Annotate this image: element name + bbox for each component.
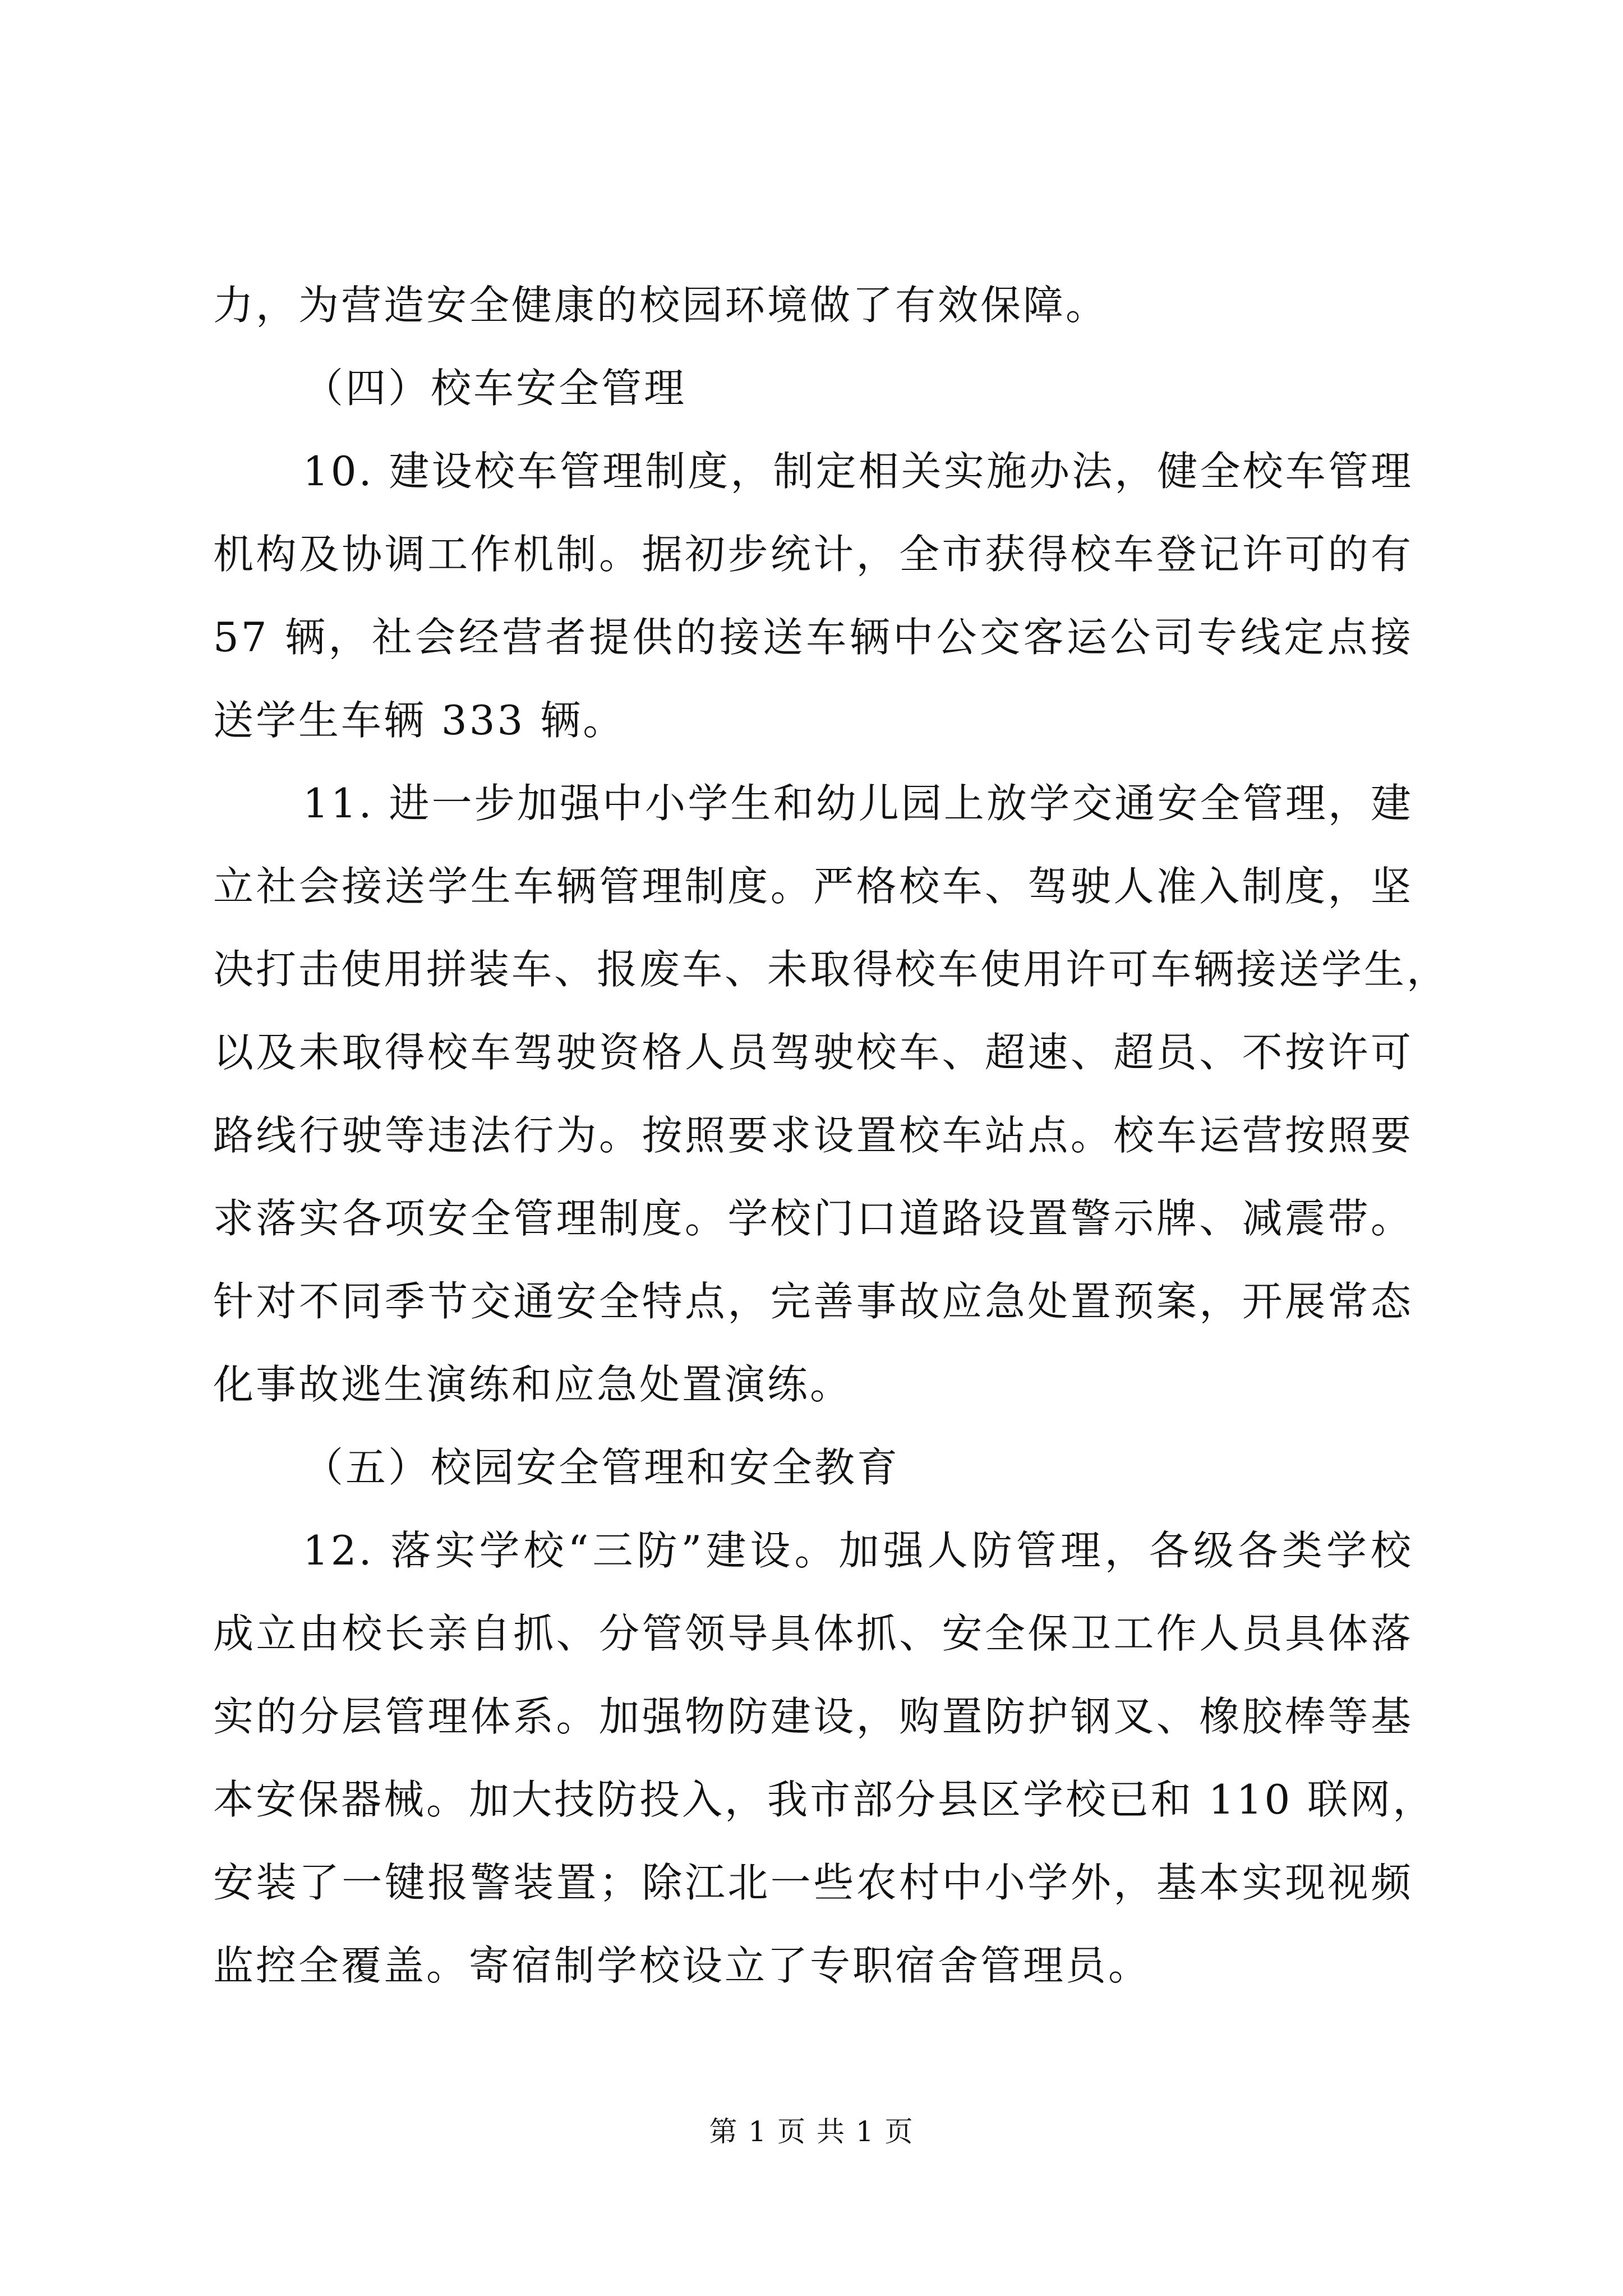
text-line: 监控全覆盖。寄宿制学校设立了专职宿舍管理员。 <box>213 1942 1151 1989</box>
text-line: 决打击使用拼装车、报废车、未取得校车使用许可车辆接送学生， <box>213 946 1450 993</box>
section-heading: （五）校园安全管理和安全教育 <box>303 1444 900 1491</box>
document-body <box>213 264 1450 2007</box>
text-line: 安装了一键报警装置；除江北一些农村中小学外，基本实现视频 <box>213 1859 1413 1906</box>
text-line: 11. 进一步加强中小学生和幼儿园上放学交通安全管理，建 <box>303 780 1413 827</box>
text-line: 10. 建设校车管理制度，制定相关实施办法，健全校车管理 <box>303 448 1413 495</box>
text-line: 成立由校长亲自抓、分管领导具体抓、安全保卫工作人员具体落 <box>213 1610 1413 1657</box>
text-line: 机构及协调工作机制。据初步统计，全市获得校车登记许可的有 <box>213 531 1413 578</box>
text-line: 立社会接送学生车辆管理制度。严格校车、驾驶人准入制度，坚 <box>213 863 1413 910</box>
text-line: 化事故逃生演练和应急处置演练。 <box>213 1361 853 1408</box>
text-line: 针对不同季节交通安全特点，完善事故应急处置预案，开展常态 <box>213 1278 1413 1325</box>
text-line: 力，为营造安全健康的校园环境做了有效保障。 <box>213 282 1109 329</box>
text-line: 本安保器械。加大技防投入，我市部分县区学校已和 110 联网， <box>213 1776 1436 1823</box>
text-line: 求落实各项安全管理制度。学校门口道路设置警示牌、减震带。 <box>213 1195 1413 1242</box>
text-line: 57 辆，社会经营者提供的接送车辆中公交客运公司专线定点接 <box>213 614 1413 661</box>
section-heading: （四）校车安全管理 <box>303 365 687 412</box>
text-line: 12. 落实学校“三防”建设。加强人防管理，各级各类学校 <box>303 1527 1413 1574</box>
text-line: 送学生车辆 333 辆。 <box>213 697 626 744</box>
page-footer: 第 1 页 共 1 页 <box>709 2115 914 2148</box>
text-line: 路线行驶等违法行为。按照要求设置校车站点。校车运营按照要 <box>213 1112 1413 1159</box>
text-line: 以及未取得校车驾驶资格人员驾驶校车、超速、超员、不按许可 <box>213 1029 1413 1076</box>
text-line: 实的分层管理体系。加强物防建设，购置防护钢叉、橡胶棒等基 <box>213 1693 1413 1740</box>
